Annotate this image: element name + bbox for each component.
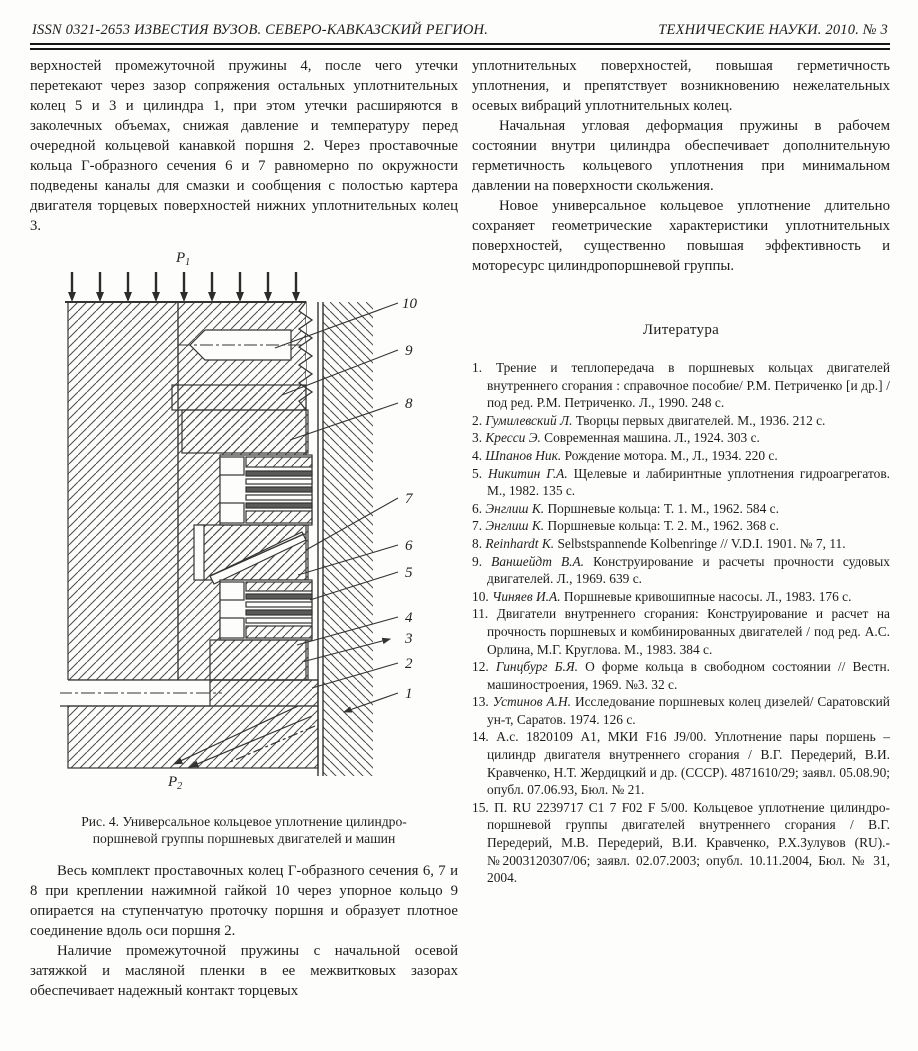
ring-stack-lower xyxy=(220,580,312,640)
header-left-text: ISSN 0321-2653 ИЗВЕСТИЯ ВУЗОВ. СЕВЕРО-КАВКАЗСКИЙ РЕГИОН. xyxy=(32,22,489,38)
header-double-rule xyxy=(30,43,890,50)
right-column xyxy=(472,56,890,1001)
pressure-label-p2: $P_2$ xyxy=(168,774,183,792)
paragraph: Наличие промежуточной пружины с начальной осевой затяжкой и масляной пленки в ее межвитковых зазорах обеспечивает надежный контакт торцевых xyxy=(30,943,458,999)
reference-item: 1. Трение и теплопередача в поршневых кольцах двигателей внутреннего сгорания : справочное пособие/ Р.М. Петриченко [и др.] / под ред. Р.М. Петриченко. Л., 1990. 248 с. xyxy=(472,360,890,411)
callout-4: 4 xyxy=(405,610,413,626)
callout-numbers xyxy=(402,296,418,702)
figure-drawing xyxy=(60,248,460,793)
reference-item: 4. Шпанов Ник. Рождение мотора. М., Л., 1934. 220 с. xyxy=(472,447,778,463)
paragraph: уплотнительных поверхностей, повышая герметичность уплотнения, и препятствует возникновению нежелательных осевых вибраций уплотнительных колец. xyxy=(472,58,890,114)
reference-item: 9. Ваншейдт В.А. Конструирование и расчеты прочности судовых двигателей. Л., 1969. 639 с. xyxy=(472,553,890,587)
reference-item: 15. П. RU 2239717 С1 7 F02 F 5/00. Кольцевое уплотнение цилиндро-поршневой группы двигателей внутреннего сгорания / В.Г. Передерий, М.В. Передерий, В.И. Кравченко, Р.Х.Зулувов (RU).-№2003120307/06; заявл. 02.07.2003; опубл. 10.11.2004, Бюл. № 31, 2004. xyxy=(472,799,891,886)
callout-6: 6 xyxy=(405,538,413,554)
figure-caption-line1: Рис. 4. Универсальное кольцевое уплотнение цилиндро- xyxy=(81,814,407,829)
callout-10: 10 xyxy=(402,296,417,312)
literature-heading: Литература xyxy=(642,322,720,338)
reference-item: 6. Энглиш К. Поршневые кольца: Т. 1. М., 1962. 584 с. xyxy=(472,500,779,516)
figure-4 xyxy=(60,248,460,798)
reference-item: 11. Двигатели внутреннего сгорания: Конструирование и расчет на прочность поршневых и комбинированных двигателей / под ред. А.С. Орлина, М.Г. Круглова. М., 1983. 384 с. xyxy=(472,606,890,657)
callout-2: 2 xyxy=(405,656,413,672)
callout-3: 3 xyxy=(405,631,413,647)
reference-item: 14. А.с. 1820109 А1, МКИ F16 J9/00. Уплотнение пары поршень – цилиндр двигателя внутреннего сгорания / В.Г. Передерий, В.И. Кравченко, Н.Т. Жердицкий и др. (СССР). 4871610/29; заявл. 05.08.90; опубл. 07.06.93, Бюл. № 21. xyxy=(472,729,890,798)
paragraph: верхностей промежуточной пружины 4, после чего утечки перетекают через зазор сопряжения остальных уплотнительных колец 5 и 3 и цилиндра 1, при этом утечки расширяются в заколечных объемах, снижая давление и температуру перед очередной кольцевой канавкой поршня 2. Через проставочные кольца Г-образного сечения 6 и 7 равномерно по окружности подведены каналы для смазки и сообщения с полостью картера двигателя торцевых поверхностей нижних уплотнительных колец 3. xyxy=(30,58,458,234)
load-arrows-top xyxy=(68,272,300,302)
reference-list xyxy=(472,359,890,887)
paragraph: Весь комплект проставочных колец Г-образного сечения 6, 7 и 8 при креплении нажимной гайкой 10 через упорное кольцо 9 опирается на ступенчатую проточку поршня и образует плотное соединение вдоль оси поршня 2. xyxy=(30,863,458,939)
reference-item: 10. Чиняев И.А. Поршневые кривошипные насосы. Л., 1983. 176 с. xyxy=(472,588,852,604)
ring-stack-upper xyxy=(220,455,312,525)
reference-item: 5. Никитин Г.А. Щелевые и лабиринтные уплотнения гидроагрегатов. М., 1982. 135 с. xyxy=(472,465,890,499)
callout-8: 8 xyxy=(405,396,413,412)
reference-item: 13. Устинов А.Н. Исследование поршневых колец дизелей/ Саратовский ун-т, Саратов. 1974. 126 с. xyxy=(472,694,890,727)
figure-caption-line2: поршневой группы поршневых двигателей и машин xyxy=(92,831,396,846)
left-column xyxy=(30,56,458,1001)
callout-5: 5 xyxy=(405,565,413,581)
piston-cross-section xyxy=(60,302,318,768)
reference-item: 12. Гинцбург Б.Я. О форме кольца в свободном состоянии // Вестн. машиностроения, 1969. №3. 32 с. xyxy=(472,659,890,692)
reference-item: 7. Энглиш К. Поршневые кольца: Т. 2. М., 1962. 368 с. xyxy=(472,518,779,534)
reference-item: 8. Reinhardt K. Selbstspannende Kolbenringe // V.D.I. 1901. № 7, 11. xyxy=(472,535,846,551)
callout-1: 1 xyxy=(405,686,413,702)
paragraph: Новое универсальное кольцевое уплотнение длительно сохраняет геометрические характеристики уплотнительных поверхностей, существенно повышая эффективность и моторесурс цилиндропоршневой группы. xyxy=(472,198,890,274)
figure-caption xyxy=(30,813,458,847)
header-right-text: ТЕХНИЧЕСКИЕ НАУКИ. 2010. № 3 xyxy=(658,22,888,38)
callout-7: 7 xyxy=(405,491,413,507)
pressure-label-p1: $P_1$ xyxy=(176,250,191,268)
running-header xyxy=(30,14,890,43)
reference-item: 3. Кресси Э. Современная машина. Л., 1924. 303 с. xyxy=(472,430,760,446)
paragraph: Начальная угловая деформация пружины в рабочем состоянии внутри цилиндра обеспечивает дополнительную герметичность кольцевого уплотнения при минимальном давлении на поверхности скольжения. xyxy=(472,118,890,194)
reference-item: 2. Гумилевский Л. Творцы первых двигателей. М., 1936. 212 с. xyxy=(472,412,826,428)
callout-9: 9 xyxy=(405,343,413,359)
